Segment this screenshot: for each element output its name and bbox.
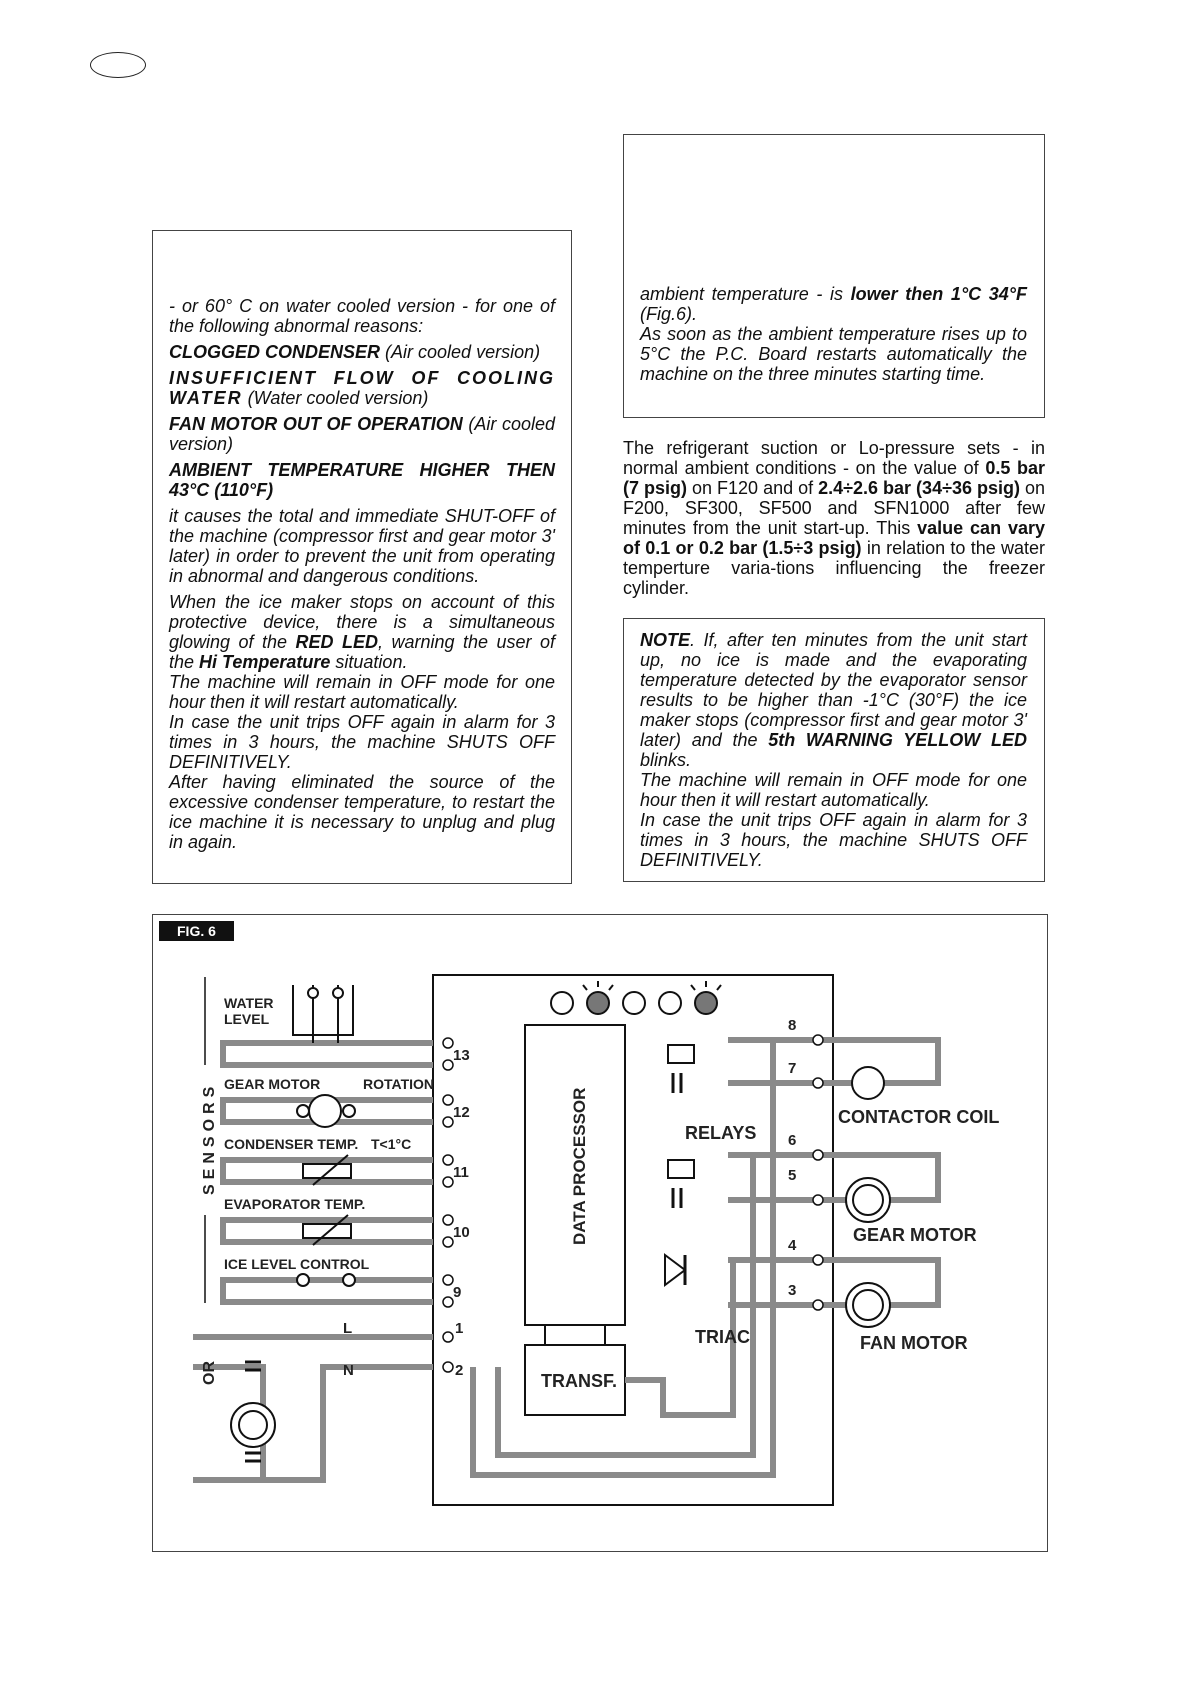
fan-motor-label: FAN MOTOR bbox=[860, 1333, 968, 1353]
terminal-9: 9 bbox=[453, 1284, 462, 1301]
reason-4: AMBIENT TEMPERATURE HIGHER THEN 43°C (110°F) bbox=[169, 460, 555, 500]
terminal-2: 2 bbox=[455, 1362, 464, 1379]
contactor-coil-label: CONTACTOR COIL bbox=[838, 1107, 1000, 1127]
led-1 bbox=[551, 992, 573, 1014]
led-4 bbox=[659, 992, 681, 1014]
right-top-para-1: ambient temperature - is lower then 1°C 34°F (Fig.6). bbox=[640, 284, 1027, 324]
left-para-2: it causes the total and immediate SHUT-OFF of the machine (compressor first and gear motor 3' later) in order to prevent the unit from operating in abnormal and dangerous conditions. bbox=[169, 506, 555, 586]
led-3 bbox=[623, 992, 645, 1014]
left-para-1: - or 60° C on water cooled version - for one of the following abnormal reasons: bbox=[169, 296, 555, 336]
evaporator-thermistor-icon bbox=[303, 1224, 351, 1238]
lo-pressure-text: The refrigerant suction or Lo-pressure sets - in normal ambient conditions - on the value of 0.5 bar (7 psig) on F120 and of 2.4÷2.6 bar (34÷36 psig) on F200, SF300, SF500 and SFN1000 after few minutes from the unit start-up. This value can vary of 0.1 or 0.2 bar (1.5÷3 psig) in relation to the water temperture varia-tions influencing the freezer cylinder. bbox=[623, 438, 1046, 598]
terminal-8: 8 bbox=[788, 1017, 797, 1034]
triac-icon bbox=[665, 1255, 685, 1285]
transf-label: TRANSF. bbox=[541, 1371, 617, 1391]
condenser-temp-label: CONDENSER TEMP. bbox=[224, 1136, 359, 1152]
terminal-11: 11 bbox=[453, 1164, 469, 1181]
water-level-label-1: WATER bbox=[224, 995, 274, 1011]
ice-level-loop bbox=[223, 1280, 433, 1302]
gear-motor-sensor-label: GEAR MOTOR bbox=[224, 1076, 321, 1092]
figure-label: FIG. 6 bbox=[159, 921, 234, 941]
led-5 bbox=[695, 992, 717, 1014]
contactor-coil-icon bbox=[852, 1067, 884, 1099]
left-box-text bbox=[169, 296, 555, 852]
reason-2: INSUFFICIENT FLOW OF COOLING WATER (Water cooled version) bbox=[169, 368, 555, 408]
right-top-text bbox=[640, 284, 1027, 384]
evaporator-temp-label: EVAPORATOR TEMP. bbox=[224, 1196, 366, 1212]
rotation-sensor-icon bbox=[309, 1095, 341, 1127]
terminal-13: 13 bbox=[453, 1047, 470, 1064]
water-level-label-2: LEVEL bbox=[224, 1011, 270, 1027]
terminal-6: 6 bbox=[788, 1132, 797, 1149]
left-para-5: In case the unit trips OFF again in alarm for 3 times in 3 hours, the machine SHUTS OFF DEFINITIVELY. bbox=[169, 712, 555, 772]
figure-6 bbox=[152, 914, 1048, 1552]
note-para-2: The machine will remain in OFF mode for one hour then it will restart automatically. bbox=[640, 770, 1027, 810]
left-para-6: After having eliminated the source of the excessive condenser temperature, to restart the ice machine it is necessary to unplug and plug in again. bbox=[169, 772, 555, 852]
or-label: OR bbox=[201, 1361, 218, 1385]
gear-motor-label: GEAR MOTOR bbox=[853, 1225, 977, 1245]
terminal-7: 7 bbox=[788, 1060, 797, 1077]
rotation-label: ROTATION bbox=[363, 1076, 435, 1092]
wiring-diagram bbox=[153, 915, 1047, 1551]
condenser-thermistor-icon bbox=[303, 1164, 351, 1178]
relay-1-coil-icon bbox=[668, 1045, 694, 1063]
terminal-5: 5 bbox=[788, 1167, 797, 1184]
note-text: NOTE. If, after ten minutes from the unit start up, no ice is made and the evaporating temperature detected by the evaporator sensor results to be higher than -1°C (30°F) the ice maker stops (compressor first and gear motor 3' later) and the 5th WARNING YELLOW LED blinks. The machine will remain in OFF mode for one hour then it will restart automatically. In case the unit trips OFF again in alarm for 3 times in 3 hours, the machine SHUTS OFF DEFINITIVELY. bbox=[640, 630, 1027, 870]
led-2 bbox=[587, 992, 609, 1014]
relays-label: RELAYS bbox=[685, 1123, 757, 1143]
terminal-12: 12 bbox=[453, 1104, 470, 1121]
terminal-1: 1 bbox=[455, 1320, 464, 1337]
left-para-4: The machine will remain in OFF mode for one hour then it will restart automatically. bbox=[169, 672, 555, 712]
ice-level-label: ICE LEVEL CONTROL bbox=[224, 1256, 370, 1272]
ice-level-sensor-icon bbox=[297, 1274, 309, 1286]
right-top-para-2: As soon as the ambient temperature rises up to 5°C the P.C. Board restarts automatically the machine on the three minutes starting time. bbox=[640, 324, 1027, 384]
reason-1: CLOGGED CONDENSER (Air cooled version) bbox=[169, 342, 541, 362]
sensors-label: SENSORS bbox=[201, 1081, 218, 1195]
relay-2-coil-icon bbox=[668, 1160, 694, 1178]
line-N bbox=[193, 1367, 433, 1480]
triac-label: TRIAC bbox=[695, 1327, 750, 1347]
page-marker-oval bbox=[90, 52, 146, 78]
N-label: N bbox=[343, 1362, 354, 1379]
left-para-3: When the ice maker stops on account of this protective device, there is a simultaneous glowing of the RED LED, warning the user of the Hi Temperature situation. bbox=[169, 592, 555, 672]
terminal-3: 3 bbox=[788, 1282, 797, 1299]
terminal-10: 10 bbox=[453, 1224, 470, 1241]
terminal-4: 4 bbox=[788, 1237, 797, 1254]
note-para-3: In case the unit trips OFF again in alarm for 3 times in 3 hours, the machine SHUTS OFF DEFINITIVELY. bbox=[640, 810, 1027, 870]
reason-3: FAN MOTOR OUT OF OPERATION (Air cooled version) bbox=[169, 414, 555, 454]
t-less-label: T<1°C bbox=[371, 1136, 412, 1152]
water-level-loop bbox=[223, 1043, 433, 1065]
data-processor-label: DATA PROCESSOR bbox=[570, 1087, 589, 1245]
L-label: L bbox=[343, 1320, 353, 1337]
